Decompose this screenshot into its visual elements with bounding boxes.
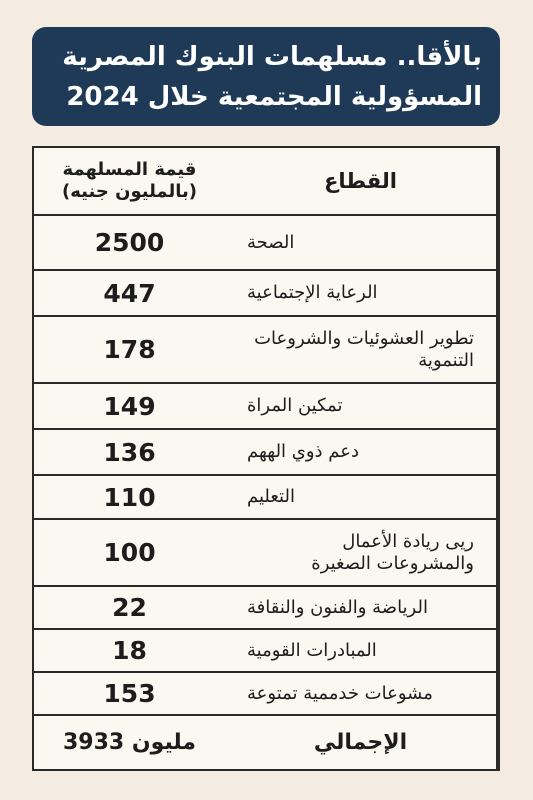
table-row [34,384,498,430]
total-value: مليون 3933 [62,730,197,755]
row-sector: تمكين المراة [225,384,498,428]
row-value: 447 [103,278,156,308]
row-value: 149 [103,391,156,421]
row-sector: التعليم [225,476,498,518]
row-sector: المبادرات القومية [225,630,498,671]
row-sector: تطوير العشوئيات والشروعات التنموية [225,317,498,382]
header-value [34,148,225,214]
row-sector: ريى ريادة الأعمال والمشروعات الصغيرة [225,520,498,585]
row-value: 178 [103,335,156,364]
row-sector: دعم ذوي الههم [225,430,498,474]
table-body [34,216,498,716]
table-row [34,476,498,520]
row-sector: الرعاية الإجتماعية [225,271,498,315]
row-sector: الرياضة والفنون والنقافة [225,587,498,628]
table-row [34,430,498,476]
table-row [34,630,498,673]
title-banner [32,27,500,126]
header-value-line-2: (بالمليون جنيه) [62,181,197,202]
table-row [34,216,498,271]
row-sector: الصحة [225,216,498,269]
table-row [34,520,498,587]
table-row [34,271,498,317]
table-header-row [34,148,498,216]
table-row [34,673,498,716]
row-value: 2500 [94,228,165,257]
row-value: 153 [103,679,156,708]
table-row [34,587,498,630]
row-value: 136 [103,437,156,467]
row-value: 100 [103,538,156,567]
header-sector: القطاع [225,148,498,214]
row-value: 22 [112,593,147,622]
row-value: 18 [112,636,147,665]
contributions-table [32,146,500,771]
total-label: الإجمالي [225,716,498,769]
total-row [34,716,498,771]
row-sector: مشوعات خدممية تمتوعة [225,673,498,714]
row-value: 110 [103,482,156,512]
header-value-line-1: قيمة المسلهمة [62,159,197,180]
title-line-1: بالأقا.. مسلهمات البنوك المصرية [62,41,482,72]
table-row [34,317,498,384]
title-line-2: المسؤولية المجتمعية خلال 2024 [66,81,482,112]
